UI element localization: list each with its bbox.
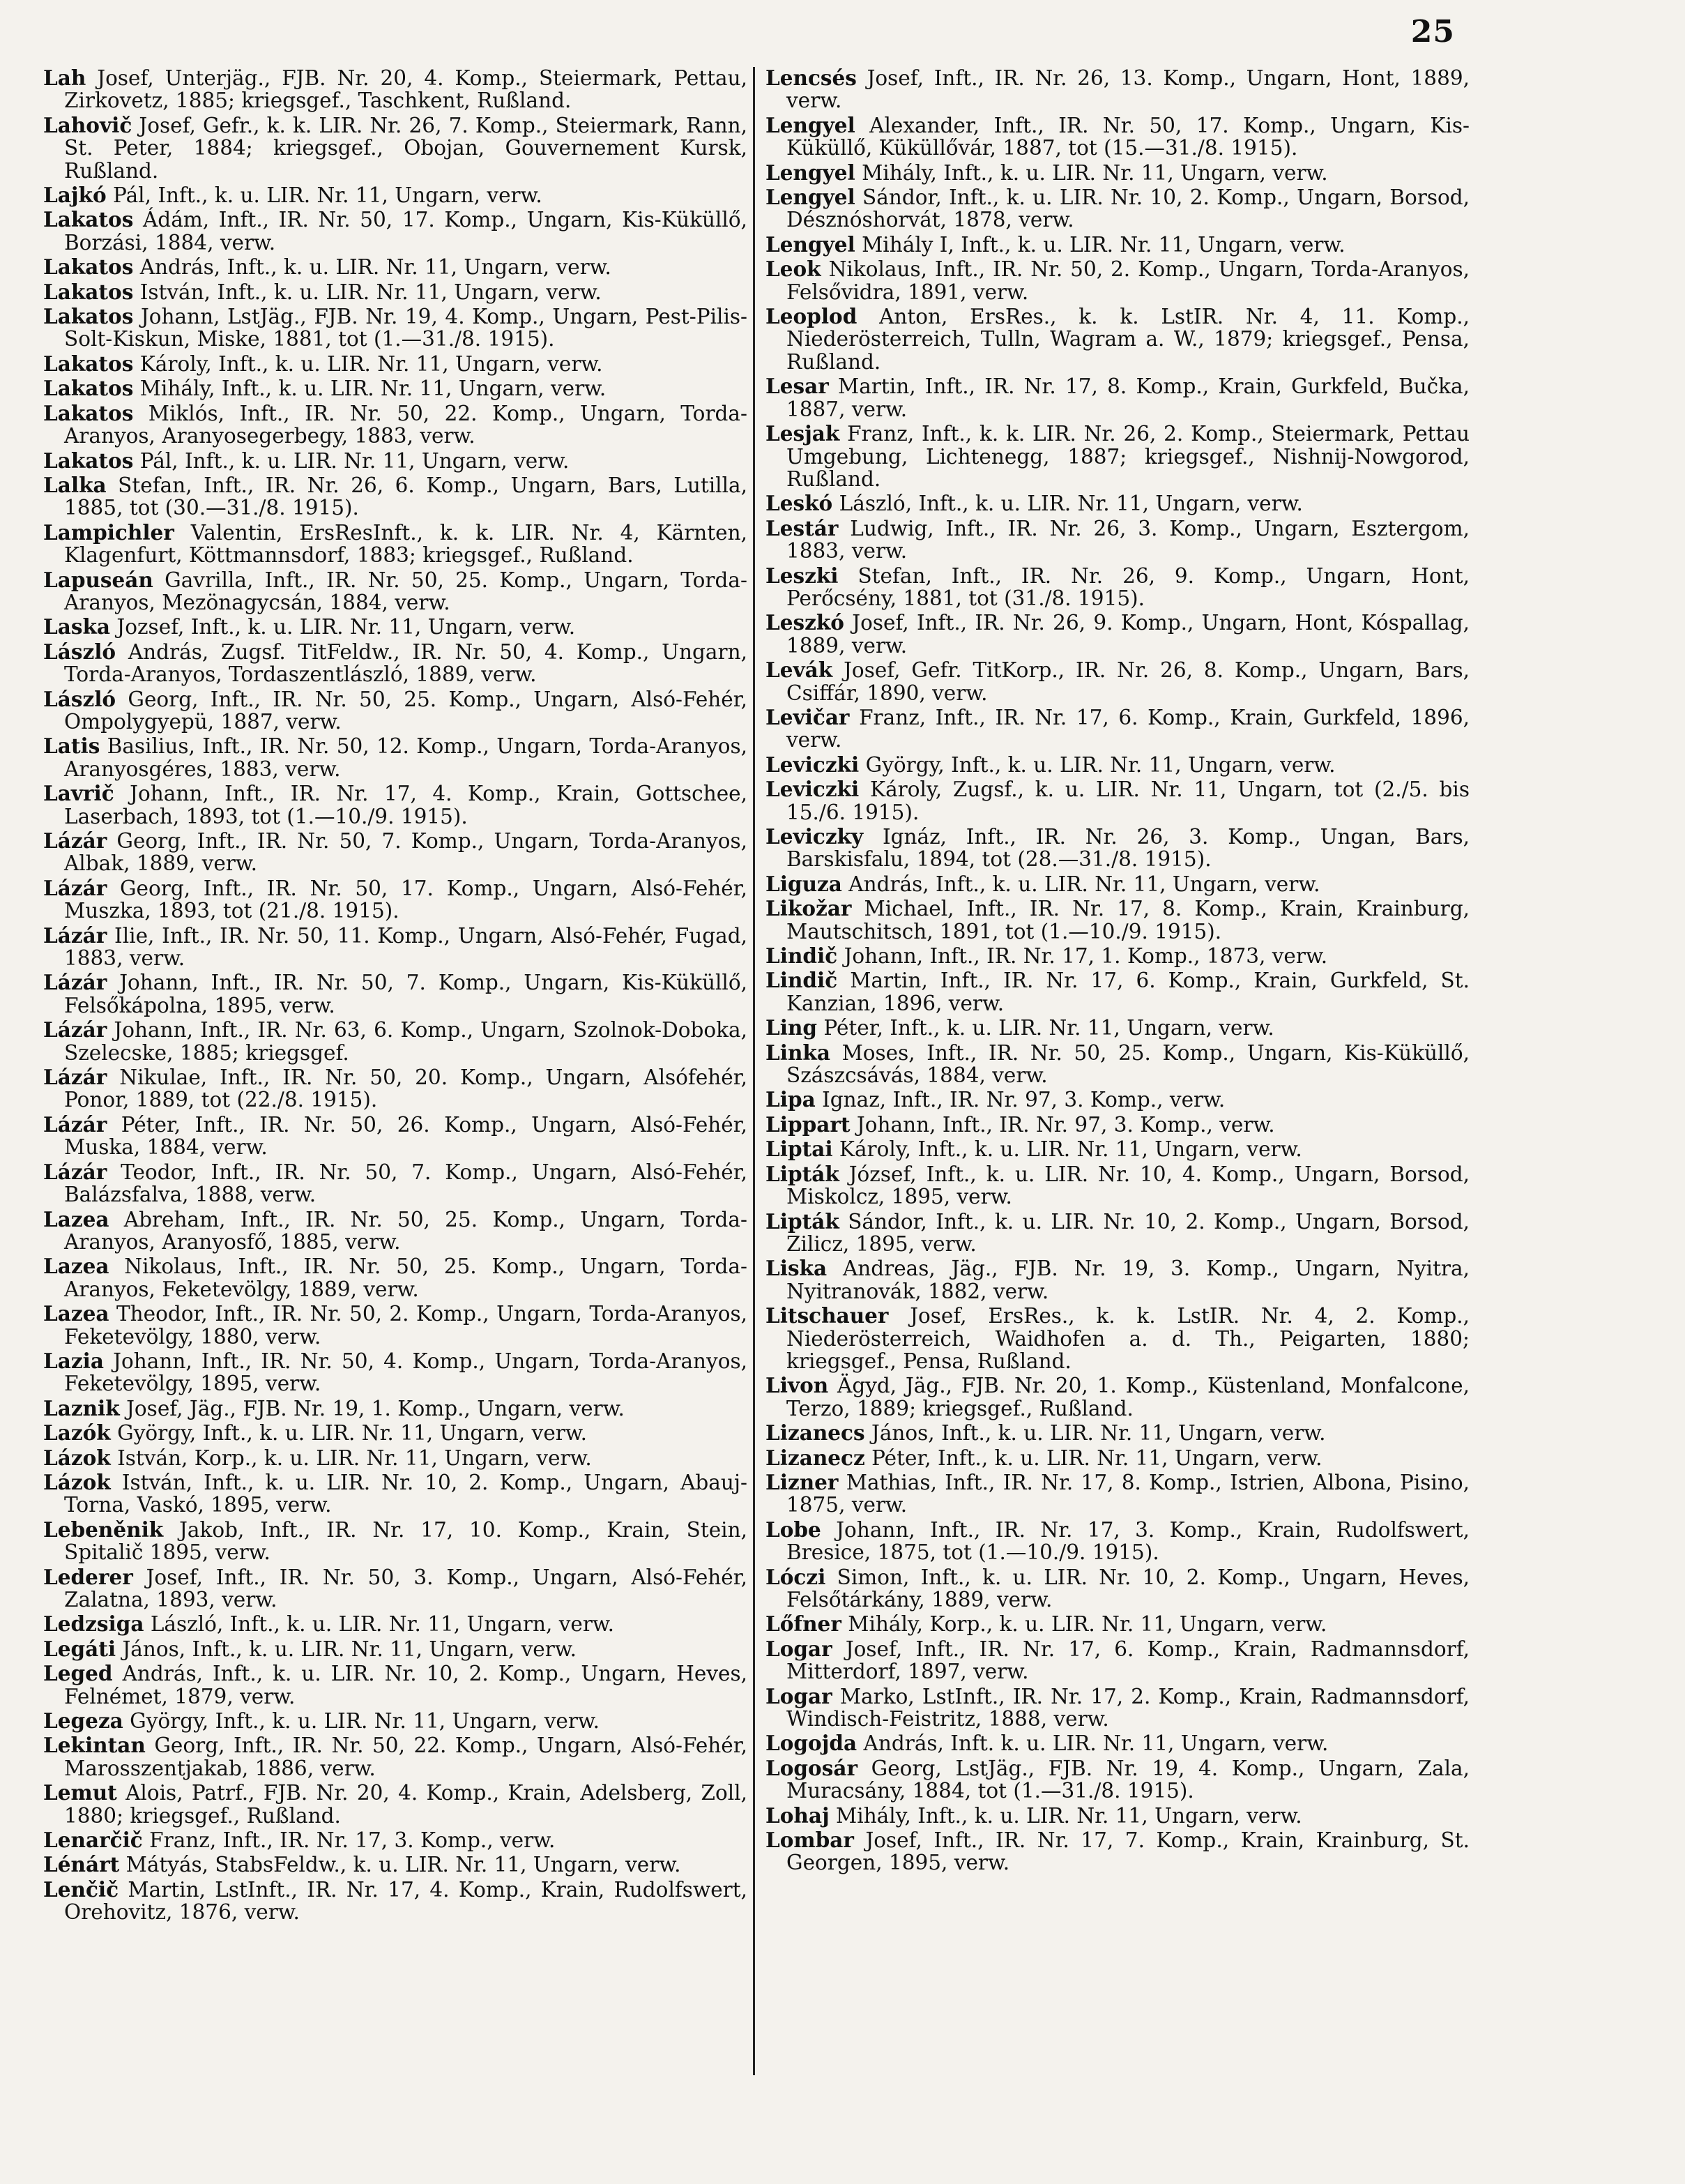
entry-surname: Ling xyxy=(765,1015,818,1040)
entry-details: György, Inft., k. u. LIR. Nr. 11, Ungarn, verw. xyxy=(117,1421,588,1446)
register-entry xyxy=(43,256,747,278)
entry-details: Marko, LstInft., IR. Nr. 17, 2. Komp., Krain, Radmannsdorf, Windisch-Feistritz, 1888, verw. xyxy=(786,1684,1470,1731)
entry-details: Michael, Inft., IR. Nr. 17, 8. Komp., Krain, Krainburg, Mautschitsch, 1891, tot (1.—10./9. 1915). xyxy=(786,897,1470,943)
entry-details: Johann, Inft., IR. Nr. 17, 1. Komp., 1873, verw. xyxy=(844,944,1328,969)
entry-surname: Lesjak xyxy=(765,421,840,446)
entry-details: András, Zugsf. TitFeldw., IR. Nr. 50, 4. Komp., Ungarn, Torda-Aranyos, Tordaszentlászló, 1889, verw. xyxy=(64,639,747,687)
entry-details: Valentin, ErsResInft., k. k. LIR. Nr. 4, Kärnten, Klagenfurt, Köttmannsdorf, 1883; kriegsgef., Rußland. xyxy=(64,520,747,568)
entry-surname: Ledzsiga xyxy=(43,1612,144,1637)
entry-surname: Legáti xyxy=(43,1636,116,1661)
entry-surname: Lalka xyxy=(43,472,107,497)
entry-details: Johann, Inft., IR. Nr. 17, 4. Komp., Krain, Gottschee, Laserbach, 1893, tot (1.—10./9. 1915). xyxy=(64,782,747,828)
entry-surname: Lipa xyxy=(765,1087,816,1112)
entry-details: Jakob, Inft., IR. Nr. 17, 10. Komp., Krain, Stein, Spitalič 1895, verw. xyxy=(64,1517,747,1565)
entry-details: Josef, Inft., IR. Nr. 26, 13. Komp., Ungarn, Hont, 1889, verw. xyxy=(786,66,1470,113)
entry-details: Gavrilla, Inft., IR. Nr. 50, 25. Komp., Ungarn, Torda-Aranyos, Mezönagycsán, 1884, verw. xyxy=(64,568,747,614)
entry-details: Georg, Inft., IR. Nr. 50, 7. Komp., Ungarn, Torda-Aranyos, Albak, 1889, verw. xyxy=(64,829,748,876)
entry-details: István, Inft., k. u. LIR. Nr. 10, 2. Komp., Ungarn, Abauj-Torna, Vaskó, 1895, verw. xyxy=(64,1470,747,1517)
entry-surname: Lizner xyxy=(765,1469,839,1494)
entry-surname: Levák xyxy=(765,658,833,683)
entry-details: Josef, Jäg., FJB. Nr. 19, 1. Komp., Ungarn, verw. xyxy=(126,1396,625,1420)
register-entry xyxy=(765,754,1470,776)
register-entry xyxy=(765,1613,1470,1635)
register-entry xyxy=(765,186,1470,232)
entry-surname: Lebeněnik xyxy=(43,1517,164,1542)
entry-details: Mathias, Inft., IR. Nr. 17, 8. Komp., Istrien, Albona, Pisino, 1875, verw. xyxy=(786,1470,1470,1517)
entry-details: Martin, LstInft., IR. Nr. 17, 4. Komp., Krain, Rudolfswert, Orehovitz, 1876, verw. xyxy=(64,1877,747,1925)
entry-surname: Lesar xyxy=(765,374,829,399)
entry-surname: Lohaj xyxy=(765,1803,830,1828)
entry-surname: Liska xyxy=(765,1256,828,1281)
entry-surname: Lahovič xyxy=(43,112,132,137)
entry-details: Mátyás, StabsFeldw., k. u. LIR. Nr. 11, Ungarn, verw. xyxy=(125,1853,681,1877)
entry-details: Károly, Inft., k. u. LIR. Nr. 11, Ungarn, verw. xyxy=(139,351,603,376)
register-entry xyxy=(765,969,1470,1015)
entry-surname: Leged xyxy=(43,1661,113,1686)
entry-surname: Leviczki xyxy=(765,752,860,777)
entry-details: Nikolaus, Inft., IR. Nr. 50, 25. Komp., Ungarn, Torda-Aranyos, Feketevölgy, 1889, verw. xyxy=(64,1254,747,1301)
register-entry xyxy=(765,305,1470,373)
register-entry xyxy=(43,569,747,614)
register-entry xyxy=(765,945,1470,967)
entry-details: Ilie, Inft., IR. Nr. 50, 11. Komp., Ungarn, Alsó-Fehér, Fugad, 1883, verw. xyxy=(64,923,747,971)
register-entry xyxy=(765,1257,1470,1303)
entry-surname: Lakatos xyxy=(43,304,134,329)
left-column xyxy=(43,67,747,1926)
entry-details: Alexander, Inft., IR. Nr. 50, 17. Komp., Ungarn, Kis-Küküllő, Küküllővár, 1887, tot (15.—31./8. 1915). xyxy=(786,113,1470,160)
entry-details: Mihály, Inft., k. u. LIR. Nr. 11, Ungarn, verw. xyxy=(139,377,607,401)
entry-details: Josef, Inft., IR. Nr. 50, 3. Komp., Ungarn, Alsó-Fehér, Zalatna, 1893, verw. xyxy=(64,1565,747,1612)
register-entry xyxy=(43,450,747,472)
register-entry xyxy=(765,1305,1470,1372)
register-entry xyxy=(765,1757,1470,1803)
register-entry xyxy=(43,114,747,182)
entry-details: Jozsef, Inft., k. u. LIR. Nr. 11, Ungarn, verw. xyxy=(116,615,576,639)
entry-surname: Lakatos xyxy=(43,279,134,304)
register-entry xyxy=(43,1662,747,1708)
entry-surname: Latis xyxy=(43,734,100,759)
entry-details: Teodor, Inft., IR. Nr. 50, 7. Komp., Ungarn, Alsó-Fehér, Balázsfalva, 1888, verw. xyxy=(64,1160,747,1207)
entry-details: Ludwig, Inft., IR. Nr. 26, 3. Komp., Ungarn, Esztergom, 1883, verw. xyxy=(786,516,1470,563)
entry-surname: Lipták xyxy=(765,1161,839,1186)
register-entry xyxy=(765,826,1470,871)
entry-details: András, Inft., k. u. LIR. Nr. 11, Ungarn, verw. xyxy=(139,255,611,280)
entry-surname: Lapuseán xyxy=(43,567,153,592)
entry-details: Josef, ErsRes., k. k. LstIR. Nr. 4, 2. Komp., Niederösterreich, Waidhofen a. d. Th., Peigarten, 1880; kriegsgef., Pensa, Rußland. xyxy=(786,1304,1470,1373)
entry-details: István, Inft., k. u. LIR. Nr. 11, Ungarn, verw. xyxy=(139,280,602,304)
register-entry xyxy=(765,375,1470,420)
register-entry xyxy=(43,474,747,520)
register-entry xyxy=(765,114,1470,160)
entry-surname: Lakatos xyxy=(43,255,134,280)
entry-surname: Lázár xyxy=(43,1159,107,1184)
register-entry xyxy=(765,1208,1470,1256)
entry-details: Stefan, Inft., IR. Nr. 26, 6. Komp., Ungarn, Bars, Lutilla, 1885, tot (30.—31./8. 1915). xyxy=(64,473,747,520)
entry-surname: Lóczi xyxy=(765,1564,826,1589)
entry-surname: Lemut xyxy=(43,1780,117,1805)
entry-details: Josef, Inft., IR. Nr. 17, 7. Komp., Krain, Krainburg, St. Georgen, 1895, verw. xyxy=(786,1828,1470,1875)
entry-surname: Logar xyxy=(765,1636,832,1661)
page-number: 25 xyxy=(1410,14,1455,50)
entry-details: Sándor, Inft., k. u. LIR. Nr. 10, 2. Komp., Ungarn, Borsod, Désznóshorvát, 1878, verw. xyxy=(786,185,1470,232)
entry-surname: Lobe xyxy=(765,1517,821,1542)
entry-details: Anton, ErsRes., k. k. LstIR. Nr. 4, 11. Komp., Niederösterreich, Tulln, Wagram a. W., 1879; kriegsgef., Pensa, Rußland. xyxy=(786,305,1470,374)
register-entry xyxy=(43,641,747,686)
entry-surname: Lázok xyxy=(43,1469,111,1494)
register-entry xyxy=(765,517,1470,563)
register-entry xyxy=(43,877,747,923)
entry-surname: Leviczki xyxy=(765,777,860,802)
entry-details: Theodor, Inft., IR. Nr. 50, 2. Komp., Ungarn, Torda-Aranyos, Feketevölgy, 1880, verw. xyxy=(64,1302,747,1349)
entry-details: Mihály, Inft., k. u. LIR. Nr. 11, Ungarn, verw. xyxy=(836,1803,1302,1828)
entry-details: Károly, Zugsf., k. u. LIR. Nr. 11, Ungarn, tot (2./5. bis 15./6. 1915). xyxy=(786,778,1470,824)
register-entry xyxy=(43,208,747,254)
register-entry xyxy=(765,1638,1470,1683)
entry-details: Josef, Inft., IR. Nr. 17, 6. Komp., Krain, Radmannsdorf, Mitterdorf, 1897, verw. xyxy=(786,1637,1470,1684)
register-entry xyxy=(43,184,747,206)
register-entry xyxy=(43,1397,747,1420)
register-entry xyxy=(43,1255,747,1300)
entry-details: Andreas, Jäg., FJB. Nr. 19, 3. Komp., Ungarn, Nyitra, Nyitranovák, 1882, verw. xyxy=(786,1257,1470,1303)
entry-details: János, Inft., k. u. LIR. Nr. 11, Ungarn, verw. xyxy=(122,1637,577,1661)
register-entry xyxy=(765,1566,1470,1612)
entry-details: Johann, Inft., IR. Nr. 97, 3. Komp., verw. xyxy=(856,1112,1275,1137)
register-entry xyxy=(765,1519,1470,1564)
entry-surname: Lizanecs xyxy=(765,1420,865,1446)
register-entry xyxy=(43,1019,747,1064)
register-entry xyxy=(43,1303,747,1348)
entry-surname: Logosár xyxy=(765,1755,857,1780)
register-entry xyxy=(765,565,1470,610)
entry-surname: Leviczky xyxy=(765,824,864,849)
register-entry xyxy=(765,1114,1470,1136)
entry-surname: Lakatos xyxy=(43,207,134,232)
entry-details: Ägyd, Jäg., FJB. Nr. 20, 1. Komp., Küstenland, Monfalcone, Terzo, 1889; kriegsgef., Rußland. xyxy=(786,1374,1470,1420)
register-entry xyxy=(765,1805,1470,1827)
register-entry xyxy=(765,897,1470,943)
entry-details: Martin, Inft., IR. Nr. 17, 6. Komp., Krain, Gurkfeld, St. Kanzian, 1896, verw. xyxy=(786,969,1470,1015)
entry-details: Péter, Inft., k. u. LIR. Nr. 11, Ungarn, verw. xyxy=(823,1016,1274,1040)
register-entry xyxy=(765,873,1470,895)
entry-details: Georg, Inft., IR. Nr. 50, 25. Komp., Ungarn, Alsó-Fehér, Ompolygyepü, 1887, verw. xyxy=(64,687,747,734)
register-entry xyxy=(765,1732,1470,1754)
register-entry xyxy=(43,1782,747,1827)
entry-details: Franz, Inft., k. k. LIR. Nr. 26, 2. Komp., Steiermark, Pettau Umgebung, Lichtenegg, 1887; kriegsgef., Nishnij-Nowgorod, Rußland. xyxy=(786,422,1470,491)
register-entry xyxy=(43,1613,747,1635)
register-entry xyxy=(43,1422,747,1444)
register-entry xyxy=(765,1422,1470,1444)
entry-details: Pál, Inft., k. u. LIR. Nr. 11, Ungarn, verw. xyxy=(139,448,570,473)
register-entry xyxy=(43,1566,747,1612)
register-entry xyxy=(43,971,747,1017)
entry-surname: Lippart xyxy=(765,1112,851,1137)
entry-details: Alois, Patrf., FJB. Nr. 20, 4. Komp., Krain, Adelsberg, Zoll, 1880; kriegsgef., Rußland. xyxy=(64,1781,747,1828)
entry-details: Ignáz, Inft., IR. Nr. 26, 3. Komp., Ungan, Bars, Barskisfalu, 1894, tot (28.—31./8. 1915). xyxy=(786,825,1470,872)
register-entry xyxy=(765,706,1470,752)
register-entry xyxy=(43,67,747,112)
entry-details: Johann, Inft., IR. Nr. 17, 3. Komp., Krain, Rudolfswert, Bresice, 1875, tot (1.—10./9. 1915). xyxy=(786,1517,1470,1565)
entry-surname: Lajkó xyxy=(43,183,107,208)
register-entry xyxy=(765,162,1470,184)
register-entry xyxy=(43,830,747,875)
entry-surname: Lombar xyxy=(765,1828,854,1853)
entry-details: Georg, LstJäg., FJB. Nr. 19, 4. Komp., Ungarn, Zala, Muracsány, 1884, tot (1.—31./8. 1915). xyxy=(786,1756,1470,1803)
entry-details: Mihály, Inft., k. u. LIR. Nr. 11, Ungarn, verw. xyxy=(862,160,1328,185)
entry-surname: Lázár xyxy=(43,828,107,853)
entry-details: Sándor, Inft., k. u. LIR. Nr. 10, 2. Komp., Ungarn, Borsod, Zilicz, 1895, verw. xyxy=(786,1209,1470,1256)
entry-surname: Lázár xyxy=(43,923,107,948)
entry-details: Károly, Inft., k. u. LIR. Nr. 11, Ungarn, verw. xyxy=(839,1137,1302,1162)
entry-surname: Leszki xyxy=(765,563,839,588)
entry-surname: Lekintan xyxy=(43,1733,146,1758)
entry-surname: Lázár xyxy=(43,970,107,995)
entry-surname: Likožar xyxy=(765,896,852,921)
register-entry xyxy=(765,1374,1470,1420)
register-entry xyxy=(765,1017,1470,1039)
entry-details: Franz, Inft., IR. Nr. 17, 6. Komp., Krain, Gurkfeld, 1896, verw. xyxy=(786,705,1470,752)
entry-surname: Livon xyxy=(765,1373,829,1398)
register-entry xyxy=(43,1829,747,1851)
register-entry xyxy=(43,616,747,638)
entry-details: Franz, Inft., IR. Nr. 17, 3. Komp., verw. xyxy=(149,1828,556,1853)
register-entry xyxy=(43,377,747,400)
entry-surname: Levičar xyxy=(765,704,850,729)
register-entry xyxy=(765,1089,1470,1111)
register-entry xyxy=(765,612,1470,657)
entry-surname: Liguza xyxy=(765,871,842,896)
entry-details: Mihály I, Inft., k. u. LIR. Nr. 11, Ungarn, verw. xyxy=(862,232,1345,257)
entry-surname: Lazea xyxy=(43,1254,109,1279)
register-entry xyxy=(43,1208,747,1254)
entry-surname: Lázár xyxy=(43,1112,107,1137)
register-entry xyxy=(43,782,747,828)
entry-details: András, Inft., k. u. LIR. Nr. 10, 2. Komp., Ungarn, Heves, Felnémet, 1879, verw. xyxy=(64,1662,747,1708)
entry-details: Josef, Gefr., k. k. LIR. Nr. 26, 7. Komp., Steiermark, Rann, St. Peter, 1884; kriegsgef., Obojan, Gouvernement Kursk, Rußland. xyxy=(64,113,747,183)
entry-details: Josef, Unterjäg., FJB. Nr. 20, 4. Komp., Steiermark, Pettau, Zirkovetz, 1885; kriegsgef., Taschkent, Rußland. xyxy=(64,66,747,113)
entry-surname: Lampichler xyxy=(43,520,174,545)
entry-details: Pál, Inft., k. u. LIR. Nr. 11, Ungarn, verw. xyxy=(113,183,542,208)
register-entry xyxy=(43,522,747,567)
register-entry xyxy=(765,423,1470,490)
register-entry xyxy=(765,234,1470,256)
entry-surname: Lenčič xyxy=(43,1876,119,1902)
entry-surname: Lazók xyxy=(43,1420,111,1446)
column-divider xyxy=(753,67,755,2075)
entry-details: Ádám, Inft., IR. Nr. 50, 17. Komp., Ungarn, Kis-Küküllő, Borzási, 1884, verw. xyxy=(64,208,747,255)
entry-details: József, Inft., k. u. LIR. Nr. 10, 4. Komp., Ungarn, Borsod, Miskolcz, 1895, verw. xyxy=(786,1162,1470,1209)
entry-surname: Leoplod xyxy=(765,304,857,329)
entry-details: György, Inft., k. u. LIR. Nr. 11, Ungarn, verw. xyxy=(130,1709,600,1734)
entry-details: Johann, Inft., IR. Nr. 63, 6. Komp., Ungarn, Szolnok-Doboka, Szelecske, 1885; kriegsgef. xyxy=(64,1018,747,1065)
entry-surname: Lazea xyxy=(43,1206,109,1231)
entry-details: Johann, LstJäg., FJB. Nr. 19, 4. Komp., Ungarn, Pest-Pilis-Solt-Kiskun, Miske, 1881, tot (1.—31./8. 1915). xyxy=(64,305,747,351)
entry-surname: Lindič xyxy=(765,968,838,993)
register-entry xyxy=(43,305,747,351)
register-entry xyxy=(43,402,747,448)
register-entry xyxy=(765,778,1470,824)
entry-surname: Lénárt xyxy=(43,1852,120,1877)
entry-surname: Lengyel xyxy=(765,185,855,210)
entry-surname: Logojda xyxy=(765,1731,857,1756)
entry-surname: Lenarčič xyxy=(43,1828,143,1853)
register-entry xyxy=(43,1638,747,1660)
entry-details: Georg, Inft., IR. Nr. 50, 17. Komp., Ungarn, Alsó-Fehér, Muszka, 1893, tot (21./8. 1915). xyxy=(64,876,747,923)
register-entry xyxy=(43,1161,747,1206)
entry-details: Stefan, Inft., IR. Nr. 26, 9. Komp., Ungarn, Hont, Perőcsény, 1881, tot (31./8. 1915). xyxy=(786,563,1470,610)
entry-details: Nikulae, Inft., IR. Nr. 50, 20. Komp., Ungarn, Alsófehér, Ponor, 1889, tot (22./8. 1915). xyxy=(64,1066,747,1112)
entry-surname: Laznik xyxy=(43,1395,120,1420)
entry-surname: László xyxy=(43,639,116,664)
register-entry xyxy=(43,925,747,970)
entry-surname: Lázár xyxy=(43,1017,107,1042)
register-entry xyxy=(43,1734,747,1780)
entry-surname: Lipták xyxy=(765,1208,839,1234)
register-entry xyxy=(43,1350,747,1395)
entry-details: Josef, Gefr. TitKorp., IR. Nr. 26, 8. Komp., Ungarn, Bars, Csiffár, 1890, verw. xyxy=(786,658,1470,705)
entry-details: Martin, Inft., IR. Nr. 17, 8. Komp., Krain, Gurkfeld, Bučka, 1887, verw. xyxy=(786,374,1470,421)
entry-details: Johann, Inft., IR. Nr. 50, 4. Komp., Ungarn, Torda-Aranyos, Feketevölgy, 1895, verw. xyxy=(64,1349,747,1396)
register-entry xyxy=(765,1163,1470,1208)
entry-details: Nikolaus, Inft., IR. Nr. 50, 2. Komp., Ungarn, Torda-Aranyos, Felsővidra, 1891, verw. xyxy=(786,257,1470,304)
entry-surname: Lazia xyxy=(43,1348,104,1373)
entry-surname: Lázár xyxy=(43,875,107,900)
entry-details: András, Inft., k. u. LIR. Nr. 11, Ungarn, verw. xyxy=(848,872,1320,896)
entry-surname: Logar xyxy=(765,1683,832,1708)
entry-details: György, Inft., k. u. LIR. Nr. 11, Ungarn, verw. xyxy=(865,752,1336,777)
register-entry xyxy=(43,1471,747,1517)
entry-surname: Lazea xyxy=(43,1301,109,1326)
entry-surname: Lindič xyxy=(765,943,838,969)
register-entry xyxy=(765,67,1470,112)
register-entry xyxy=(43,735,747,780)
entry-surname: Liptai xyxy=(765,1137,833,1162)
entry-surname: Litschauer xyxy=(765,1303,889,1328)
entry-details: Abreham, Inft., IR. Nr. 50, 25. Komp., Ungarn, Torda-Aranyos, Aranyosfő, 1885, verw. xyxy=(64,1207,747,1254)
register-entry xyxy=(43,1519,747,1564)
register-entry xyxy=(43,1853,747,1876)
entry-surname: Linka xyxy=(765,1040,830,1065)
entry-surname: Lakatos xyxy=(43,376,134,401)
register-entry xyxy=(765,1138,1470,1160)
entry-surname: Lázok xyxy=(43,1445,111,1470)
entry-surname: Laska xyxy=(43,614,111,639)
entry-details: Simon, Inft., k. u. LIR. Nr. 10, 2. Komp., Ungarn, Heves, Felsőtárkány, 1889, verw. xyxy=(786,1565,1470,1612)
entry-surname: Lizanecz xyxy=(765,1445,865,1470)
register-entry xyxy=(765,1042,1470,1087)
entry-surname: Leszkó xyxy=(765,610,844,635)
entry-details: László, Inft., k. u. LIR. Nr. 11, Ungarn, verw. xyxy=(150,1612,615,1637)
register-entry xyxy=(43,353,747,375)
entry-details: Péter, Inft., IR. Nr. 50, 26. Komp., Ungarn, Alsó-Fehér, Muska, 1884, verw. xyxy=(64,1112,747,1160)
entry-details: Péter, Inft., k. u. LIR. Nr. 11, Ungarn, verw. xyxy=(871,1446,1322,1470)
entry-details: Moses, Inft., IR. Nr. 50, 25. Komp., Ungarn, Kis-Küküllő, Szászcsávás, 1884, verw. xyxy=(786,1040,1470,1088)
entry-details: László, Inft., k. u. LIR. Nr. 11, Ungarn, verw. xyxy=(839,492,1303,516)
register-entry xyxy=(765,1685,1470,1731)
entry-details: Ignaz, Inft., IR. Nr. 97, 3. Komp., verw. xyxy=(822,1088,1226,1112)
register-entry xyxy=(43,281,747,303)
register-entry xyxy=(43,1447,747,1469)
register-entry xyxy=(765,492,1470,515)
register-entry xyxy=(43,688,747,734)
entry-surname: Lengyel xyxy=(765,232,855,257)
register-entry xyxy=(765,258,1470,303)
entry-surname: Lestár xyxy=(765,515,839,540)
register-entry xyxy=(43,1066,747,1112)
entry-surname: Lázár xyxy=(43,1065,107,1090)
entry-surname: Lakatos xyxy=(43,400,134,425)
right-column xyxy=(765,67,1470,1876)
entry-details: Johann, Inft., IR. Nr. 50, 7. Komp., Ungarn, Kis-Küküllő, Felsőkápolna, 1895, verw. xyxy=(64,971,747,1017)
entry-surname: Legeza xyxy=(43,1708,123,1734)
register-entry xyxy=(43,1114,747,1159)
entry-surname: Lencsés xyxy=(765,66,857,90)
entry-details: Josef, Inft., IR. Nr. 26, 9. Komp., Ungarn, Hont, Kóspallag, 1889, verw. xyxy=(786,611,1470,658)
entry-surname: Lederer xyxy=(43,1564,133,1589)
entry-details: András, Inft. k. u. LIR. Nr. 11, Ungarn, verw. xyxy=(863,1731,1329,1756)
entry-details: Georg, Inft., IR. Nr. 50, 22. Komp., Ungarn, Alsó-Fehér, Marosszentjakab, 1886, verw. xyxy=(64,1734,747,1780)
entry-surname: Leskó xyxy=(765,491,833,516)
entry-details: István, Korp., k. u. LIR. Nr. 11, Ungarn, verw. xyxy=(117,1446,592,1470)
register-entry xyxy=(765,1447,1470,1469)
register-entry xyxy=(43,1876,747,1925)
entry-surname: Lengyel xyxy=(765,112,855,137)
entry-surname: László xyxy=(43,686,116,711)
entry-surname: Leok xyxy=(765,257,821,282)
entry-details: Mihály, Korp., k. u. LIR. Nr. 11, Ungarn, verw. xyxy=(848,1612,1327,1637)
register-entry xyxy=(765,1829,1470,1874)
entry-surname: Lakatos xyxy=(43,351,134,376)
register-entry xyxy=(765,659,1470,704)
entry-surname: Lavrič xyxy=(43,781,114,806)
entry-details: Miklós, Inft., IR. Nr. 50, 22. Komp., Ungarn, Torda-Aranyos, Aranyosegerbegy, 1883, verw. xyxy=(64,401,747,448)
entry-surname: Lah xyxy=(43,66,86,90)
entry-details: János, Inft., k. u. LIR. Nr. 11, Ungarn, verw. xyxy=(871,1421,1326,1446)
entry-surname: Lengyel xyxy=(765,160,855,185)
entry-details: Basilius, Inft., IR. Nr. 50, 12. Komp., Ungarn, Torda-Aranyos, Aranyosgéres, 1883, verw. xyxy=(64,734,747,781)
entry-surname: Lakatos xyxy=(43,448,134,473)
register-entry xyxy=(765,1471,1470,1517)
entry-surname: Lőfner xyxy=(765,1612,841,1637)
register-entry xyxy=(43,1710,747,1732)
